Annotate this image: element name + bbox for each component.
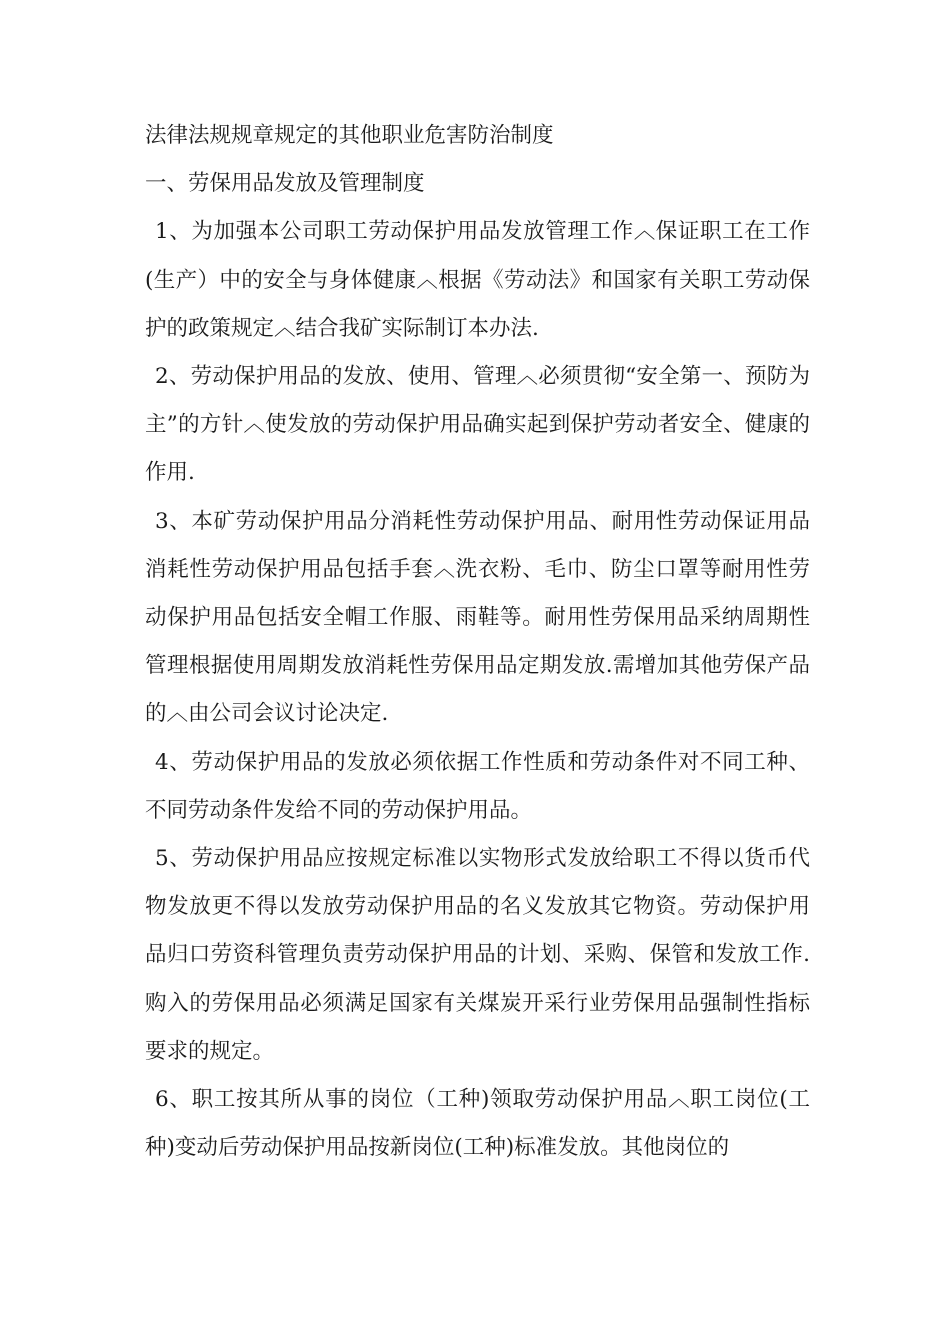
paragraph-6: 6、职工按其所从事的岗位（工种)领取劳动保护用品︿职工岗位(工种)变动后劳动保护用品按新岗位(工种)标准发放。其他岗位的 [145, 1087, 810, 1161]
paragraph-1: 1、为加强本公司职工劳动保护用品发放管理工作︿保证职工在工作(生产）中的安全与身体健康︿根据《劳动法》和国家有关职工劳动保护的政策规定︿结合我矿实际制订本办法. [145, 219, 810, 341]
paragraph-4: 4、劳动保护用品的发放必须依据工作性质和劳动条件对不同工种、不同劳动条件发给不同的劳动保护用品。 [145, 749, 810, 823]
document-body [145, 112, 810, 1172]
section-heading: 一、劳保用品发放及管理制度 [145, 171, 425, 197]
paragraph-2: 2、劳动保护用品的发放、使用、管理︿必须贯彻“安全第一、预防为主”的方针︿使发放的劳动保护用品确实起到保护劳动者安全、健康的作用. [145, 364, 810, 486]
paragraph-3: 3、本矿劳动保护用品分消耗性劳动保护用品、耐用性劳动保证用品消耗性劳动保护用品包括手套︿洗衣粉、毛巾、防尘口罩等耐用性劳动保护用品包括安全帽工作服、雨鞋等。耐用性劳保用品采纳周期性管理根据使用周期发放消耗性劳保用品定期发放.需增加其他劳保产品的︿由公司会议讨论决定. [145, 508, 810, 727]
document-title: 法律法规规章规定的其他职业危害防治制度 [145, 123, 554, 148]
paragraph-5: 5、劳动保护用品应按规定标准以实物形式发放给职工不得以货币代物发放更不得以发放劳动保护用品的名义发放其它物资。劳动保护用品归口劳资科管理负责劳动保护用品的计划、采购、保管和发放工作.购入的劳保用品必须满足国家有关煤炭开采行业劳保用品强制性指标要求的规定。 [145, 846, 810, 1064]
